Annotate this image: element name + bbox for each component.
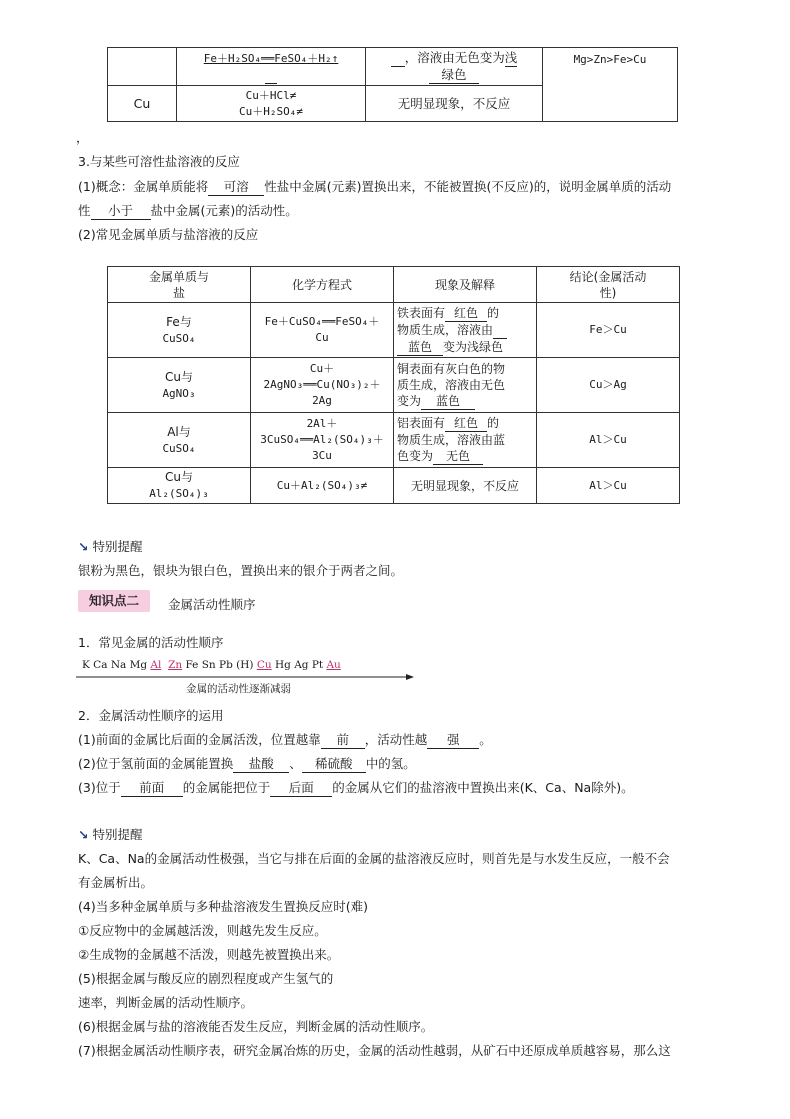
top-conclusion: Mg>Zn>Fe>Cu <box>543 48 678 122</box>
tip2-text1: K、Ca、Na的金属活动性极强，当它与排在后面的金属的盐溶液反应时，则首先是与水发生反应，一般不会 <box>78 851 670 866</box>
kp2-title: 金属活动性顺序 <box>168 597 256 612</box>
usage-line1: (1)前面的金属比后面的金属活泼，位置越靠 前 ，活动性越 强 。 <box>78 732 492 747</box>
top-row2-equation: Cu＋HCl≠ Cu＋H₂SO₄≠ <box>177 86 366 122</box>
salt-table <box>107 266 680 504</box>
usage-line2: (2)位于氢前面的金属能置换 盐酸 、 稀硫酸 中的氢。 <box>78 756 416 771</box>
item7: (7)根据金属活动性顺序表，研究金属冶炼的历史，金属的活动性越弱，从矿石中还原成单质越容易，那么这 <box>78 1043 671 1058</box>
table-row: Cu与 AgNO₃ Cu＋ 2AgNO₃══Cu(NO₃)₂＋ 2Ag 铜表面有灰白色的物 质生成，溶液由无色 变为 蓝色 Cu＞Ag <box>108 358 680 413</box>
header-cell: 金属单质与盐 <box>108 267 251 303</box>
tip2-text2: 有金属析出。 <box>78 875 154 890</box>
section3-title: 3.与某些可溶性盐溶液的反应 <box>78 154 240 169</box>
equation-text: Fe＋H₂SO₄══FeSO₄＋H₂↑ <box>203 51 339 65</box>
arrow-caption: 金属的活动性逐渐减弱 <box>186 683 291 695</box>
table-row: Fe与 CuSO₄ Fe＋CuSO₄══FeSO₄＋ Cu 铁表面有 红色 的 物质生成，溶液由 蓝色 变为浅绿色 Fe＞Cu <box>108 303 680 358</box>
order-title: 1．常见金属的活动性顺序 <box>78 635 224 650</box>
top-row1-metal <box>108 48 177 86</box>
item6: (6)根据金属与盐的溶液能否发生反应，判断金属的活动性顺序。 <box>78 1019 434 1034</box>
stray-comma: ， <box>76 130 89 145</box>
tip1-text: 银粉为黑色，银块为银白色，置换出来的银介于两者之间。 <box>78 563 404 578</box>
usage-title: 2．金属活动性顺序的运用 <box>78 708 224 723</box>
sub2-title: (2)常见金属单质与盐溶液的反应 <box>78 227 259 242</box>
concept-line1: (1)概念：金属单质能将 可溶 性盐中金属(元素)置换出来，不能被置换(不反应)的，说明金属单质的活动 <box>78 179 672 194</box>
tip1-heading: ↘ 特别提醒 <box>78 539 143 554</box>
usage-line3: (3)位于 前面 的金属能把位于 后面 的金属从它们的盐溶液中置换出来(K、Ca、Na除外)。 <box>78 780 634 795</box>
header-cell: 现象及解释 <box>394 267 537 303</box>
item4: (4)当多种金属单质与多种盐溶液发生置换反应时(难) <box>78 899 368 914</box>
header-cell: 化学方程式 <box>251 267 394 303</box>
table-header-row <box>108 267 680 303</box>
concept-line2: 性 小于 盐中金属(元素)的活动性。 <box>78 203 298 218</box>
item4b: ②生成物的金属越不活泼，则越先被置换出来。 <box>78 947 340 962</box>
tip2-heading: ↘ 特别提醒 <box>78 827 143 842</box>
knowledge-point-badge: 知识点二 <box>78 590 150 612</box>
top-row2-phenomenon: 无明显现象，不反应 <box>366 86 543 122</box>
top-row1-equation <box>177 48 366 86</box>
table-row: Al与 CuSO₄ 2Al＋ 3CuSO₄══Al₂(SO₄)₃＋ 3Cu 铝表面有 红色 的 物质生成，溶液由蓝 色变为 无色 Al＞Cu <box>108 413 680 468</box>
header-cell: 结论(金属活动性) <box>537 267 680 303</box>
arrow-down-right-icon: ↘ <box>78 539 89 554</box>
item4a: ①反应物中的金属越活泼，则越先发生反应。 <box>78 923 327 938</box>
top-table <box>107 47 678 122</box>
top-row2-metal: Cu <box>108 86 177 122</box>
activity-sequence: K Ca Na Mg Al Zn Fe Sn Pb (H) Cu Hg Ag Pt Au <box>82 659 341 671</box>
item5a: (5)根据金属与酸反应的剧烈程度或产生氢气的 <box>78 971 334 986</box>
top-row1-phenomenon: ，溶液由无色变为浅 绿色 <box>366 48 543 86</box>
item5b: 速率，判断金属的活动性顺序。 <box>78 995 254 1010</box>
arrow-down-right-icon: ↘ <box>78 827 89 842</box>
table-row: Cu与 Al₂(SO₄)₃ Cu＋Al₂(SO₄)₃≠ 无明显现象，不反应 Al＞Cu <box>108 468 680 504</box>
